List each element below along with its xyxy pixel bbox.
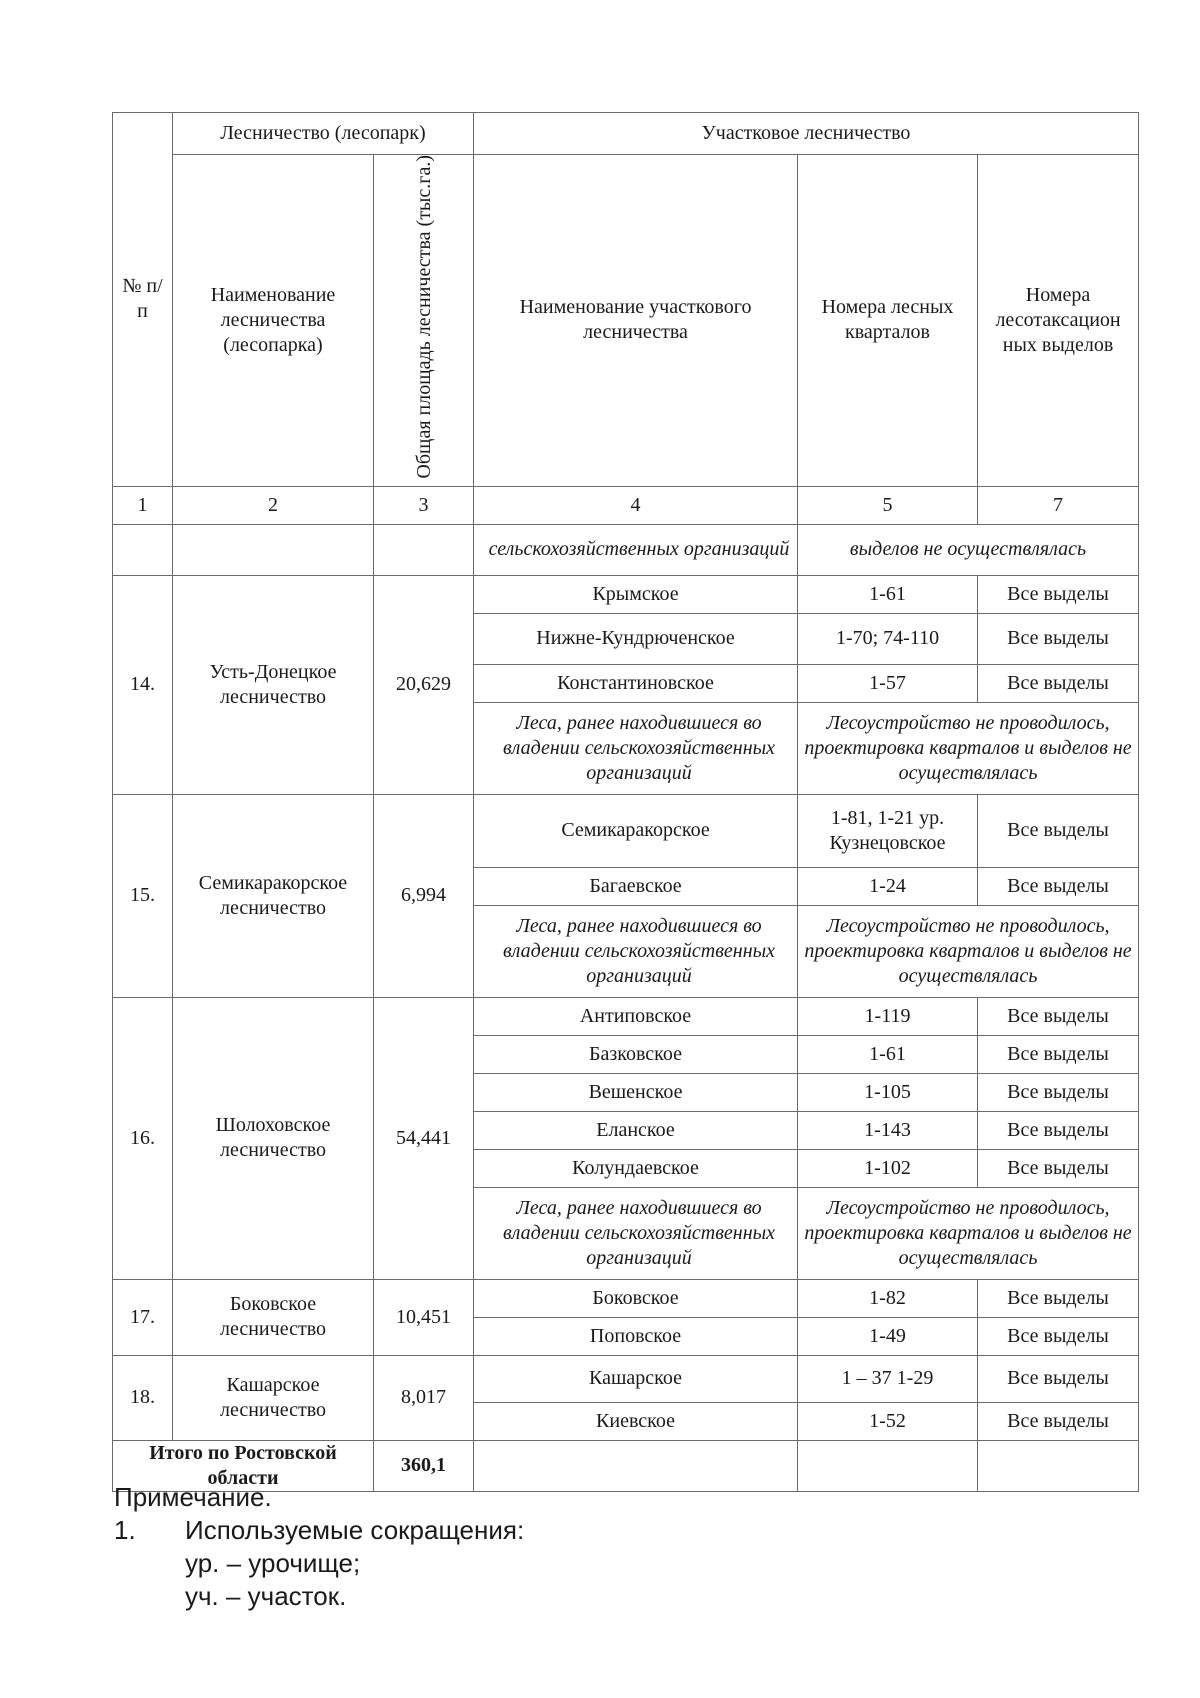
total-area: 360,1: [374, 1440, 474, 1491]
continuation-district: сельскохозяйственных организаций: [474, 524, 798, 575]
notes: [114, 1481, 524, 1613]
quarter-numbers: 1-61: [798, 1035, 978, 1073]
former-district: Леса, ранее находившиеся во владении сельскохозяйственных организаций: [474, 702, 798, 794]
quarter-numbers: 1-102: [798, 1149, 978, 1187]
plot-numbers: Все выделы: [978, 1279, 1139, 1317]
plot-numbers: Все выделы: [978, 997, 1139, 1035]
district-name: Базковское: [474, 1035, 798, 1073]
plot-numbers: Все выделы: [978, 613, 1139, 664]
forestry-table: [112, 112, 1139, 1492]
forestry-area: 54,441: [374, 997, 474, 1279]
quarter-numbers: 1-143: [798, 1111, 978, 1149]
empty-cell: [374, 524, 474, 575]
quarter-numbers: 1-81, 1-21 ур. Кузнецовское: [798, 794, 978, 867]
plot-numbers: Все выделы: [978, 1317, 1139, 1355]
forestry-area: 10,451: [374, 1279, 474, 1355]
notes-item-number: 1.: [114, 1515, 136, 1545]
district-name: Поповское: [474, 1317, 798, 1355]
forestry-name: Усть-Донецкое лесничество: [173, 575, 374, 794]
district-name: Кашарское: [474, 1355, 798, 1402]
district-name: Колундаевское: [474, 1149, 798, 1187]
numbering-cell: 5: [798, 486, 978, 524]
header-group-forestry: Лесничество (лесопарк): [173, 113, 474, 155]
group-number: 18.: [113, 1355, 173, 1440]
former-note: Лесоустройство не проводилось, проектировка кварталов и выделов не осуществлялась: [798, 702, 1139, 794]
quarter-numbers: 1-52: [798, 1402, 978, 1440]
plot-numbers: Все выделы: [978, 867, 1139, 905]
header-col5: Номера лесных кварталов: [798, 155, 978, 487]
district-name: Вешенское: [474, 1073, 798, 1111]
former-district: Леса, ранее находившиеся во владении сельскохозяйственных организаций: [474, 905, 798, 997]
notes-item-text: Используемые сокращения:: [185, 1515, 525, 1545]
numbering-cell: 1: [113, 486, 173, 524]
district-name: Киевское: [474, 1402, 798, 1440]
numbering-cell: 3: [374, 486, 474, 524]
forestry-area: 20,629: [374, 575, 474, 794]
numbering-cell: 4: [474, 486, 798, 524]
district-name: Антиповское: [474, 997, 798, 1035]
district-name: Семикаракорское: [474, 794, 798, 867]
forestry-area: 6,994: [374, 794, 474, 997]
forestry-name: Боковское лесничество: [173, 1279, 374, 1355]
plot-numbers: Все выделы: [978, 1073, 1139, 1111]
header-col4: Наименование участкового лесничества: [474, 155, 798, 487]
district-name: Боковское: [474, 1279, 798, 1317]
former-note: Лесоустройство не проводилось, проектировка кварталов и выделов не осуществлялась: [798, 905, 1139, 997]
header-col1: № п/п: [113, 113, 173, 487]
plot-numbers: Все выделы: [978, 575, 1139, 613]
district-name: Нижне-Кундрюченское: [474, 613, 798, 664]
notes-title: Примечание.: [114, 1482, 272, 1512]
notes-item: [114, 1514, 524, 1547]
district-name: Багаевское: [474, 867, 798, 905]
plot-numbers: Все выделы: [978, 794, 1139, 867]
quarter-numbers: 1-105: [798, 1073, 978, 1111]
group-number: 15.: [113, 794, 173, 997]
district-name: Константиновское: [474, 664, 798, 702]
plot-numbers: Все выделы: [978, 1355, 1139, 1402]
empty-cell: [978, 1440, 1139, 1491]
table-row: [113, 575, 1139, 613]
group-number: 16.: [113, 997, 173, 1279]
forestry-name: Шолоховское лесничество: [173, 997, 374, 1279]
quarter-numbers: 1-82: [798, 1279, 978, 1317]
header-col3: [374, 155, 474, 487]
abbreviation-2: уч. – участок.: [185, 1581, 347, 1611]
plot-numbers: Все выделы: [978, 1111, 1139, 1149]
quarter-numbers: 1-119: [798, 997, 978, 1035]
forestry-name: Семикаракорское лесничество: [173, 794, 374, 997]
header-group-district: Участковое лесничество: [474, 113, 1139, 155]
quarter-numbers: 1-61: [798, 575, 978, 613]
plot-numbers: Все выделы: [978, 1402, 1139, 1440]
header-col7: Номера лесотаксацион ных выделов: [978, 155, 1139, 487]
former-district: Леса, ранее находившиеся во владении сельскохозяйственных организаций: [474, 1187, 798, 1279]
group-number: 14.: [113, 575, 173, 794]
empty-cell: [113, 524, 173, 575]
numbering-cell: 2: [173, 486, 374, 524]
quarter-numbers: 1 – 37 1-29: [798, 1355, 978, 1402]
plot-numbers: Все выделы: [978, 664, 1139, 702]
quarter-numbers: 1-70; 74-110: [798, 613, 978, 664]
group-number: 17.: [113, 1279, 173, 1355]
header-col2: Наименование лесничества (лесопарка): [173, 155, 374, 487]
empty-cell: [798, 1440, 978, 1491]
abbreviation-1: ур. – урочище;: [185, 1548, 361, 1578]
former-note: Лесоустройство не проводилось, проектировка кварталов и выделов не осуществлялась: [798, 1187, 1139, 1279]
forestry-area: 8,017: [374, 1355, 474, 1440]
forestry-name: Кашарское лесничество: [173, 1355, 374, 1440]
table-row: [113, 1355, 1139, 1402]
continuation-note: выделов не осуществлялась: [798, 524, 1139, 575]
quarter-numbers: 1-57: [798, 664, 978, 702]
table-row: [113, 1279, 1139, 1317]
plot-numbers: Все выделы: [978, 1035, 1139, 1073]
district-name: Крымское: [474, 575, 798, 613]
plot-numbers: Все выделы: [978, 1149, 1139, 1187]
total-label: Итого по Ростовской области: [113, 1440, 374, 1491]
quarter-numbers: 1-24: [798, 867, 978, 905]
numbering-row: [113, 486, 1139, 524]
continuation-row: [113, 524, 1139, 575]
quarter-numbers: 1-49: [798, 1317, 978, 1355]
numbering-cell: 7: [978, 486, 1139, 524]
table-row: [113, 997, 1139, 1035]
header-col3-label: Общая площадь лесничества (тыс.га.): [412, 155, 435, 479]
district-name: Еланское: [474, 1111, 798, 1149]
empty-cell: [173, 524, 374, 575]
table-row: [113, 794, 1139, 867]
